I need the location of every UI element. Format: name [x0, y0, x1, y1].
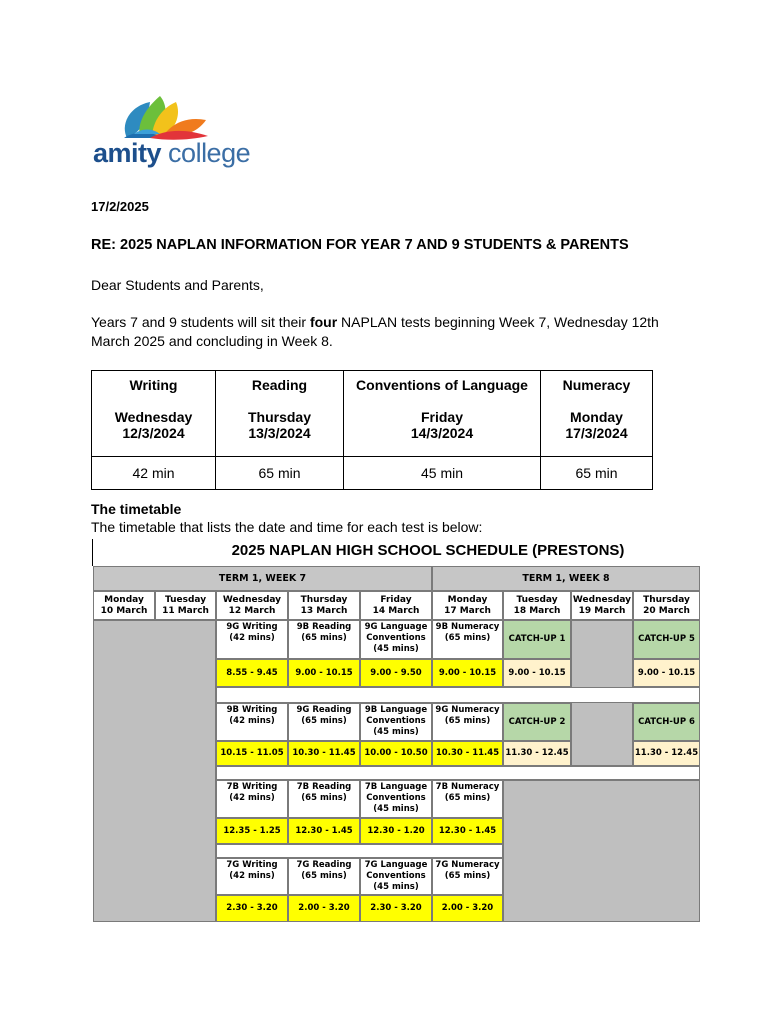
test-date: 14/3/2024 [410, 425, 474, 441]
test-slot-detail: (45 mins) [373, 882, 419, 892]
session-gap [216, 766, 700, 780]
test-slot-name: 7B Reading [296, 782, 352, 792]
test-time-slot [360, 659, 432, 687]
test-time-slot [360, 895, 432, 922]
test-cell-numeracy [541, 371, 653, 457]
test-slot-name: 9G Numeracy [435, 705, 500, 715]
day-name: Thursday [300, 594, 348, 605]
test-slot-name: 7B Language [364, 782, 428, 792]
test-slot [216, 620, 288, 659]
catchup-tuesday-time [503, 659, 571, 687]
day-name: Wednesday [572, 594, 632, 605]
test-slot [288, 858, 360, 895]
test-slot-detail: (65 mins) [444, 871, 491, 881]
test-slot-name: 7B Writing [226, 782, 278, 792]
day-name: Tuesday [516, 594, 558, 605]
test-slot [288, 703, 360, 741]
test-slot-detail: Conventions [366, 633, 426, 643]
test-slot [360, 780, 432, 818]
day-header-0 [93, 591, 155, 620]
test-time: 10.30 - 11.45 [435, 748, 500, 758]
term-label: TERM 1, WEEK 7 [218, 573, 307, 584]
catchup-time: 11.30 - 12.45 [634, 748, 699, 758]
test-time: 2.30 - 3.20 [226, 903, 278, 913]
test-slot-name: 9B Numeracy [435, 622, 500, 632]
day-date: 17 March [444, 605, 491, 616]
test-time: 10.30 - 11.45 [292, 748, 356, 758]
day-name: Tuesday [164, 594, 207, 605]
catchup-time: 11.30 - 12.45 [505, 748, 569, 758]
unused-monday-tuesday-block [93, 620, 216, 922]
test-day: Thursday [247, 409, 311, 425]
catchup-thursday [633, 703, 700, 741]
test-cell-conventions [344, 371, 541, 457]
test-time: 12.30 - 1.45 [295, 825, 353, 836]
test-slot-detail: Conventions [366, 716, 426, 726]
test-time: 2.30 - 3.20 [370, 903, 422, 913]
test-time: 10.15 - 11.05 [220, 748, 284, 758]
test-slot [432, 858, 503, 895]
catchup-time: 9.00 - 10.15 [637, 667, 696, 678]
intro-text-bold: four [309, 314, 338, 330]
schedule-title: 2025 NAPLAN HIGH SCHOOL SCHEDULE (PRESTONS) [231, 542, 625, 559]
term-week7-header [93, 566, 432, 591]
test-name: Writing [129, 377, 178, 393]
letter-greeting: Dear Students and Parents, [91, 277, 264, 293]
test-summary-table [91, 370, 653, 490]
day-date: 12 March [228, 605, 276, 616]
test-cell-writing [92, 371, 216, 457]
catchup-label: CATCH-UP 5 [638, 634, 695, 644]
test-time-slot [216, 741, 288, 766]
test-time: 2.00 - 3.20 [441, 903, 494, 913]
letter-subject: RE: 2025 NAPLAN INFORMATION FOR YEAR 7 AND 9 STUDENTS & PARENTS [91, 237, 629, 253]
day-date: 11 March [162, 605, 209, 616]
day-header-1 [155, 591, 216, 620]
day-date: 13 March [300, 605, 348, 616]
test-time-slot [432, 895, 503, 922]
day-header-2 [216, 591, 288, 620]
catchup-time: 9.00 - 10.15 [508, 667, 566, 678]
test-duration: 42 min [92, 457, 216, 490]
session-gap [216, 844, 503, 858]
catchup-label: CATCH-UP 1 [508, 634, 566, 644]
term-week8-header [432, 566, 700, 591]
test-slot-name: 9G Writing [226, 622, 278, 632]
test-slot [360, 858, 432, 895]
test-duration: 65 min [541, 457, 653, 490]
test-time-slot [360, 818, 432, 844]
day-date: 19 March [578, 605, 626, 616]
test-slot-detail: (42 mins) [229, 793, 275, 803]
test-slot-detail: Conventions [366, 871, 426, 881]
day-date: 20 March [643, 605, 690, 616]
test-name: Reading [251, 377, 308, 393]
test-slot-detail: (45 mins) [373, 644, 419, 654]
test-slot [216, 780, 288, 818]
test-slot-detail: (65 mins) [301, 716, 347, 726]
test-name: Numeracy [562, 377, 631, 393]
test-time-slot [216, 659, 288, 687]
intro-text-b: NAPLAN tests beginning Week 7, Wednesday 12th March 2025 and concluding in Week 8. [91, 314, 659, 349]
letter-date: 17/2/2025 [91, 199, 149, 214]
test-time: 12.30 - 1.45 [438, 825, 497, 836]
test-slot-detail: Conventions [366, 793, 426, 803]
test-date: 13/3/2024 [248, 425, 311, 441]
test-time-slot [216, 818, 288, 844]
day-date: 10 March [100, 605, 148, 616]
day-header-6 [503, 591, 571, 620]
letter-intro [91, 313, 671, 351]
test-time: 9.00 - 9.50 [370, 667, 422, 678]
test-slot [288, 620, 360, 659]
unused-week8-afternoon-block [503, 780, 700, 922]
test-time-slot [432, 659, 503, 687]
test-slot [360, 703, 432, 741]
test-time: 9.00 - 10.15 [295, 667, 353, 678]
intro-text-a: Years 7 and 9 students will sit their [91, 314, 310, 330]
catchup-label: CATCH-UP 6 [638, 716, 695, 727]
day-header-8 [633, 591, 700, 620]
test-slot-name: 7B Numeracy [435, 782, 500, 792]
test-slot [288, 780, 360, 818]
test-slot-name: 7G Writing [226, 860, 278, 870]
day-date: 18 March [513, 605, 561, 616]
test-time: 2.00 - 3.20 [298, 903, 350, 913]
test-slot [216, 858, 288, 895]
test-slot-name: 9B Language [364, 705, 428, 715]
test-header-row [92, 371, 653, 457]
catchup-thursday-time [633, 659, 700, 687]
test-slot-name: 9B Writing [226, 705, 278, 715]
test-time-slot [432, 741, 503, 766]
test-duration: 65 min [216, 457, 344, 490]
test-time-slot [216, 895, 288, 922]
day-header-5 [432, 591, 503, 620]
logo-brand-bold: amity [93, 138, 162, 168]
test-duration: 45 min [344, 457, 541, 490]
test-slot-detail: (45 mins) [373, 804, 419, 814]
test-time-slot [432, 818, 503, 844]
test-time: 8.55 - 9.45 [226, 667, 278, 678]
test-slot-name: 9G Language [364, 622, 428, 632]
test-slot-detail: (42 mins) [229, 716, 275, 726]
day-name: Wednesday [222, 594, 282, 605]
test-time: 12.35 - 1.25 [223, 825, 281, 836]
test-date: 17/3/2024 [565, 425, 628, 441]
test-slot-name: 9B Reading [296, 622, 352, 632]
test-slot-name: 9G Reading [296, 705, 352, 715]
test-time-slot [288, 741, 360, 766]
test-slot-detail: (45 mins) [373, 727, 419, 737]
test-time-slot [288, 659, 360, 687]
test-slot-name: 7G Numeracy [435, 860, 500, 870]
catchup-label: CATCH-UP 2 [508, 716, 566, 727]
test-slot-detail: (65 mins) [301, 793, 347, 803]
day-header-4 [360, 591, 432, 620]
test-day: Friday [420, 409, 463, 425]
catchup-tuesday [503, 620, 571, 659]
day-name: Monday [104, 594, 144, 605]
test-cell-reading [216, 371, 344, 457]
test-slot-name: 7G Language [364, 860, 428, 870]
catchup-thursday [633, 620, 700, 659]
test-slot-name: 7G Reading [296, 860, 352, 870]
test-slot [360, 620, 432, 659]
term-label: TERM 1, WEEK 8 [522, 573, 610, 584]
test-slot-detail: (65 mins) [301, 633, 347, 643]
catchup-tuesday-time [503, 741, 571, 766]
test-time: 10.00 - 10.50 [364, 748, 428, 758]
test-time-slot [288, 818, 360, 844]
logo-wordmark [93, 138, 250, 169]
test-slot [216, 703, 288, 741]
test-time: 9.00 - 10.15 [438, 667, 497, 678]
test-slot-detail: (65 mins) [444, 633, 491, 643]
day-header-3 [288, 591, 360, 620]
test-slot-detail: (42 mins) [229, 633, 275, 643]
session-gap [216, 687, 700, 703]
test-duration-row [92, 457, 653, 490]
test-slot [432, 703, 503, 741]
catchup-thursday-time [633, 741, 700, 766]
test-day: Monday [570, 409, 623, 425]
test-slot-detail: (65 mins) [444, 793, 491, 803]
day-name: Monday [447, 594, 488, 605]
catchup-tuesday [503, 703, 571, 741]
test-slot [432, 780, 503, 818]
timetable-heading: The timetable [91, 501, 182, 517]
test-slot-detail: (42 mins) [229, 871, 275, 881]
test-time-slot [360, 741, 432, 766]
logo-brand-light: college [161, 138, 251, 168]
test-slot [432, 620, 503, 659]
test-date: 12/3/2024 [122, 425, 185, 441]
test-time: 12.30 - 1.20 [367, 825, 425, 836]
amity-college-logo [90, 94, 250, 176]
day-name: Friday [380, 594, 412, 605]
test-name: Conventions of Language [356, 377, 528, 393]
timetable-description: The timetable that lists the date and time for each test is below: [91, 519, 483, 535]
test-day: Wednesday [114, 409, 193, 425]
day-date: 14 March [372, 605, 420, 616]
day-header-7 [571, 591, 633, 620]
day-name: Thursday [643, 594, 690, 605]
test-slot-detail: (65 mins) [444, 716, 491, 726]
test-time-slot [288, 895, 360, 922]
test-slot-detail: (65 mins) [301, 871, 347, 881]
lotus-icon [90, 94, 250, 144]
